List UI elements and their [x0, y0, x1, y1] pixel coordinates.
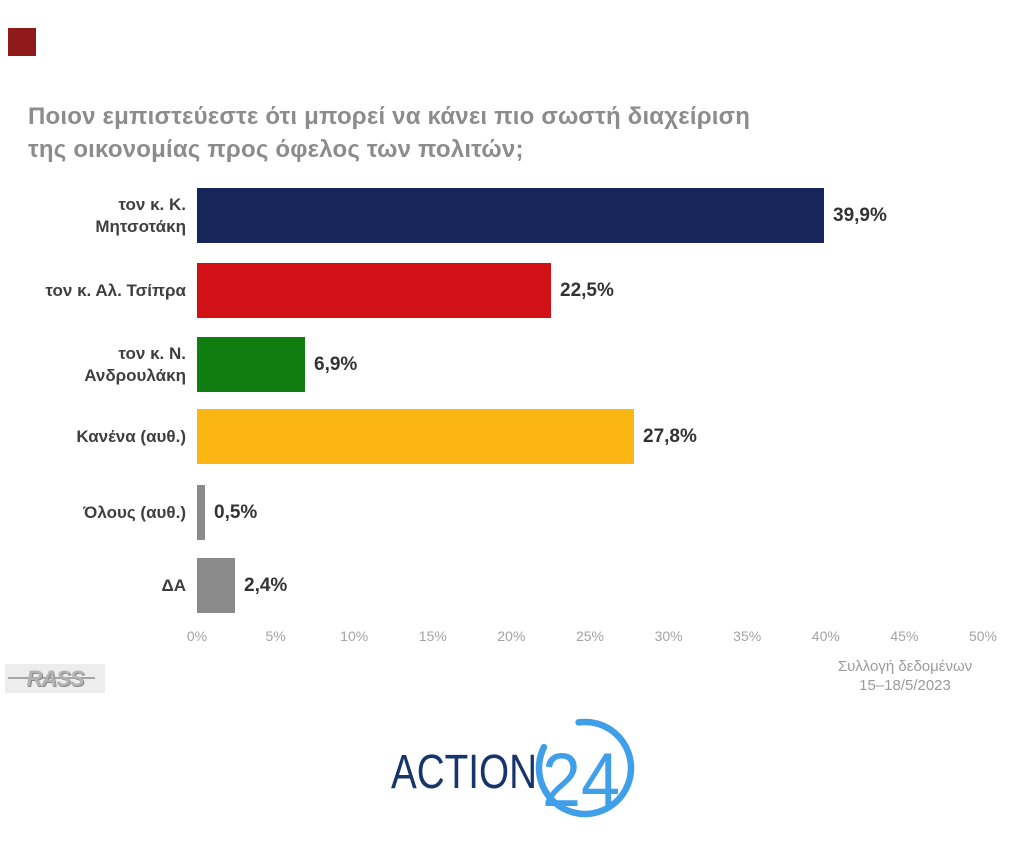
x-axis-tick-label: 20% — [497, 628, 526, 644]
value-label: 2,4% — [244, 574, 288, 596]
channel-number-text: 24 — [542, 738, 620, 823]
bar — [197, 337, 305, 392]
x-axis-tick-label: 35% — [733, 628, 762, 644]
poll-question-line1: Ποιον εμπιστεύεστε ότι μπορεί να κάνει πιο σωστή διαχείριση — [28, 103, 751, 130]
rass-logo-text: RASS — [26, 665, 84, 691]
value-label: 39,9% — [833, 204, 887, 226]
action24-logo — [383, 713, 653, 838]
x-axis-tick-label: 0% — [186, 628, 208, 644]
category-label: τον κ. Κ. Μητσοτάκη — [95, 194, 186, 236]
x-axis-tick-label: 10% — [340, 628, 369, 644]
category-label: Όλους (αυθ.) — [83, 502, 186, 522]
category-label: ΔΑ — [161, 575, 186, 595]
x-axis-tick-label: 40% — [811, 628, 840, 644]
x-axis-tick-label: 45% — [890, 628, 919, 644]
x-axis-tick-label: 50% — [968, 628, 998, 644]
data-collection-note — [775, 657, 1024, 695]
poll-question-line2: της οικονομίας προς όφελος των πολιτών; — [28, 136, 524, 163]
bar — [197, 409, 634, 464]
value-label: 6,9% — [314, 353, 358, 375]
x-axis-tick-label: 30% — [654, 628, 683, 644]
value-label: 27,8% — [643, 425, 697, 447]
category-label: τον κ. Αλ. Τσίπρα — [45, 280, 186, 300]
bar — [197, 485, 205, 540]
data-collection-label: Συλλογή δεδομένων — [837, 658, 973, 675]
x-axis-tick-label: 5% — [265, 628, 286, 644]
value-label: 0,5% — [214, 501, 258, 523]
action24-logo-svg — [383, 713, 653, 833]
x-axis-tick-label: 15% — [418, 628, 447, 644]
value-label: 22,5% — [560, 279, 614, 301]
data-collection-dates: 15–18/5/2023 — [859, 677, 951, 694]
rass-pollster-logo — [5, 664, 105, 693]
bar — [197, 558, 235, 613]
category-label: τον κ. Ν. Ανδρουλάκη — [84, 343, 186, 385]
category-label: Κανένα (αυθ.) — [76, 426, 186, 446]
bar — [197, 263, 551, 318]
x-axis-tick-label: 25% — [575, 628, 605, 644]
bar — [197, 188, 824, 243]
channel-name-text: ACTION — [391, 746, 537, 799]
